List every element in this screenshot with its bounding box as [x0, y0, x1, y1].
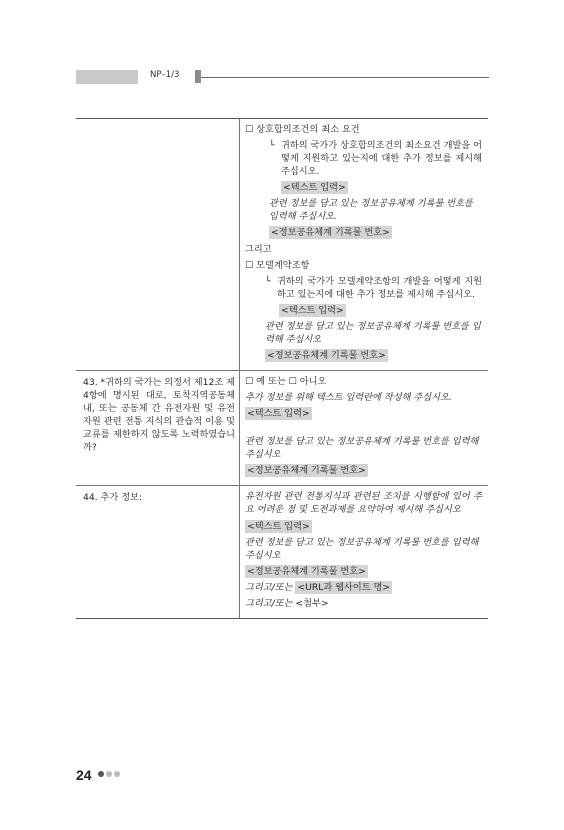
- record-instruction: 관련 정보를 담고 있는 정보공유체계 기록물 번호를 입력해 주십시오: [265, 320, 481, 345]
- record-instruction: 관련 정보를 담고 있는 정보공유체계 기록물 번호를 입력해 주십시오: [245, 436, 479, 461]
- sub-arrow: └: [269, 140, 275, 152]
- sub-arrow: └: [265, 275, 271, 287]
- url-field[interactable]: <URL과 웹사이트 명>: [297, 581, 391, 593]
- table-row: [76, 485, 488, 618]
- table-row: [76, 370, 488, 485]
- and-label: 그리고: [245, 243, 272, 255]
- sub-question: [245, 275, 482, 304]
- question-cell: [76, 119, 240, 370]
- dot-icon: [106, 771, 112, 777]
- text-input-field[interactable]: <텍스트 입력>: [283, 182, 346, 194]
- record-instruction: 관련 정보를 담고 있는 정보공유체계 기록물 번호를 입력해 주십시오.: [269, 198, 473, 223]
- questionnaire-table: [76, 118, 488, 619]
- record-number-field[interactable]: <정보공유체계 기록물 번호>: [247, 465, 366, 477]
- header-rule: [201, 77, 489, 78]
- extra-info-instruction: 추가 정보를 위해 텍스트 입력란에 작성해 주십시오.: [245, 392, 452, 404]
- and-or-label: 그리고/또는: [245, 581, 293, 593]
- page-dots: [98, 771, 120, 777]
- record-number-field[interactable]: <정보공유체계 기록물 번호>: [271, 227, 390, 239]
- answer-cell: [240, 486, 488, 618]
- text-input-field[interactable]: <텍스트 입력>: [281, 304, 344, 316]
- sub-question: [245, 139, 482, 181]
- record-instruction: 관련 정보를 담고 있는 정보공유체계 기록물 번호를 입력해 주십시오: [245, 536, 479, 561]
- question-text: 귀하의 국가가 상호합의조건의 최소요건 개발을 어떻게 지원하고 있는지에 대한 추가 정보를 제시해 주십시오.: [281, 140, 482, 178]
- question-cell: 44. 추가 정보:: [76, 486, 240, 618]
- checkbox-model-clauses[interactable]: ☐ 모델계약조항: [245, 259, 310, 271]
- dot-icon: [98, 771, 104, 777]
- page-number: 24: [76, 767, 92, 783]
- question-cell: 43. *귀하의 국가는 의정서 제12조 제4항에 명시된 대로, 토착지역공동체 내, 또는 공동체 간 유전자원 및 유전자원 관련 전통 지식의 관습적 이용 및 교류를 제한하지 않도록 노력하였습니까?: [76, 371, 240, 485]
- question-text: 귀하의 국가가 모델계약조항의 개발을 어떻게 지원하고 있는지에 대한 추가 정보를 제시해 주십시오.: [277, 275, 482, 300]
- header-bar: [76, 70, 138, 84]
- and-or-label: 그리고/또는: [245, 597, 293, 609]
- yes-no-checkboxes[interactable]: ☐ 예 또는 ☐ 아니오: [245, 376, 327, 387]
- document-code: NP–1/3: [150, 70, 180, 80]
- checkbox-minimum-requirements[interactable]: ☐ 상호합의조건의 최소 요건: [245, 124, 360, 135]
- record-number-field[interactable]: <정보공유체계 기록물 번호>: [247, 565, 366, 577]
- answer-cell: [240, 371, 488, 485]
- text-input-field[interactable]: <텍스트 입력>: [247, 408, 310, 420]
- summary-instruction: 유전자원 관련 전통지식과 관련된 조치를 시행함에 있어 주요 어려운 점 및 도전과제를 요약하여 제시해 주십시오: [245, 491, 482, 516]
- table-row: [76, 119, 488, 370]
- record-number-field[interactable]: <정보공유체계 기록물 번호>: [267, 349, 386, 361]
- answer-cell: [240, 119, 488, 370]
- attachment-field[interactable]: <첨부>: [295, 597, 329, 609]
- dot-icon: [114, 771, 120, 777]
- text-input-field[interactable]: <텍스트 입력>: [247, 520, 310, 532]
